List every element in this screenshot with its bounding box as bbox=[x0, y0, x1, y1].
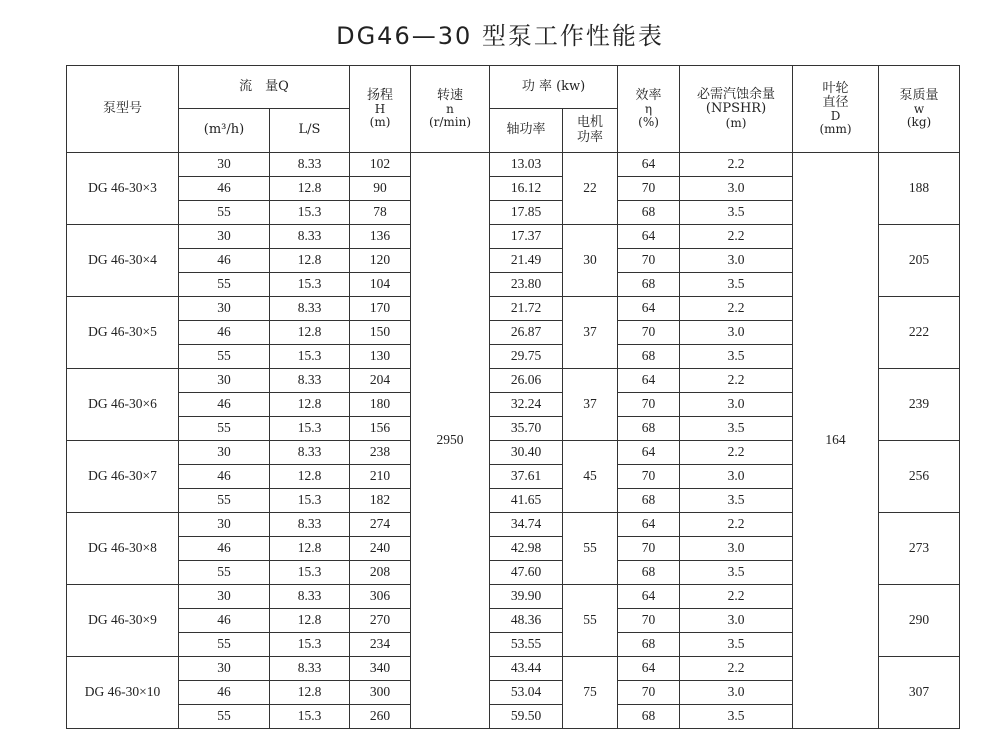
header-efficiency bbox=[618, 66, 680, 153]
cell-pump-mass: 239 bbox=[879, 369, 960, 441]
cell-pump-model: DG 46-30×6 bbox=[67, 369, 179, 441]
cell-efficiency: 70 bbox=[618, 681, 680, 705]
cell-npsh: 3.0 bbox=[680, 681, 793, 705]
cell-npsh: 2.2 bbox=[680, 585, 793, 609]
header-mass bbox=[879, 66, 960, 153]
cell-motor-power: 37 bbox=[563, 369, 618, 441]
cell-head: 204 bbox=[350, 369, 411, 393]
cell-flow-m3h: 55 bbox=[179, 561, 270, 585]
cell-flow-ls: 15.3 bbox=[270, 561, 350, 585]
cell-efficiency: 68 bbox=[618, 633, 680, 657]
cell-efficiency: 64 bbox=[618, 225, 680, 249]
cell-efficiency: 64 bbox=[618, 513, 680, 537]
header-head bbox=[350, 66, 411, 153]
cell-flow-m3h: 46 bbox=[179, 465, 270, 489]
cell-shaft-power: 26.87 bbox=[490, 321, 563, 345]
cell-efficiency: 70 bbox=[618, 609, 680, 633]
cell-shaft-power: 41.65 bbox=[490, 489, 563, 513]
cell-flow-ls: 15.3 bbox=[270, 273, 350, 297]
cell-flow-m3h: 46 bbox=[179, 249, 270, 273]
cell-motor-power: 30 bbox=[563, 225, 618, 297]
cell-head: 150 bbox=[350, 321, 411, 345]
cell-head: 170 bbox=[350, 297, 411, 321]
cell-shaft-power: 43.44 bbox=[490, 657, 563, 681]
cell-efficiency: 68 bbox=[618, 561, 680, 585]
cell-flow-ls: 12.8 bbox=[270, 249, 350, 273]
cell-pump-model: DG 46-30×8 bbox=[67, 513, 179, 585]
cell-shaft-power: 13.03 bbox=[490, 153, 563, 177]
cell-flow-ls: 12.8 bbox=[270, 537, 350, 561]
cell-flow-m3h: 30 bbox=[179, 153, 270, 177]
cell-head: 78 bbox=[350, 201, 411, 225]
cell-motor-power: 75 bbox=[563, 657, 618, 729]
cell-efficiency: 68 bbox=[618, 273, 680, 297]
cell-efficiency: 68 bbox=[618, 705, 680, 729]
cell-head: 240 bbox=[350, 537, 411, 561]
cell-shaft-power: 39.90 bbox=[490, 585, 563, 609]
header-speed-label: 转速 bbox=[437, 87, 464, 103]
table-row bbox=[67, 153, 960, 177]
header-efficiency-symbol: η bbox=[644, 101, 653, 116]
header-mass-label: 泵质量 bbox=[899, 87, 939, 103]
cell-efficiency: 70 bbox=[618, 465, 680, 489]
header-efficiency-label: 效率 bbox=[635, 87, 662, 103]
cell-flow-m3h: 55 bbox=[179, 201, 270, 225]
cell-npsh: 3.0 bbox=[680, 609, 793, 633]
cell-pump-model: DG 46-30×9 bbox=[67, 585, 179, 657]
header-impeller-symbol: D bbox=[830, 109, 841, 124]
header-flow-ls: L/S bbox=[270, 109, 350, 153]
cell-shaft-power: 29.75 bbox=[490, 345, 563, 369]
cell-npsh: 3.5 bbox=[680, 705, 793, 729]
cell-pump-model: DG 46-30×5 bbox=[67, 297, 179, 369]
cell-head: 136 bbox=[350, 225, 411, 249]
cell-efficiency: 64 bbox=[618, 585, 680, 609]
cell-head: 120 bbox=[350, 249, 411, 273]
cell-efficiency: 68 bbox=[618, 489, 680, 513]
header-head-label: 扬程 bbox=[367, 87, 394, 103]
cell-shaft-power: 48.36 bbox=[490, 609, 563, 633]
header-npsh-unit: (m) bbox=[725, 115, 747, 130]
cell-efficiency: 68 bbox=[618, 417, 680, 441]
table-body bbox=[67, 153, 960, 729]
cell-npsh: 3.5 bbox=[680, 201, 793, 225]
header-impeller-unit: (mm) bbox=[819, 122, 852, 137]
cell-flow-ls: 15.3 bbox=[270, 345, 350, 369]
cell-npsh: 3.5 bbox=[680, 345, 793, 369]
cell-npsh: 2.2 bbox=[680, 225, 793, 249]
cell-shaft-power: 21.49 bbox=[490, 249, 563, 273]
cell-flow-ls: 12.8 bbox=[270, 609, 350, 633]
cell-motor-power: 55 bbox=[563, 513, 618, 585]
cell-npsh: 3.0 bbox=[680, 177, 793, 201]
cell-flow-m3h: 55 bbox=[179, 489, 270, 513]
page-title: DG46—30 型泵工作性能表 bbox=[336, 22, 664, 50]
cell-efficiency: 70 bbox=[618, 249, 680, 273]
header-mass-symbol: w bbox=[913, 101, 925, 116]
cell-efficiency: 70 bbox=[618, 321, 680, 345]
cell-efficiency: 70 bbox=[618, 393, 680, 417]
cell-npsh: 3.0 bbox=[680, 465, 793, 489]
cell-flow-m3h: 55 bbox=[179, 273, 270, 297]
cell-motor-power: 45 bbox=[563, 441, 618, 513]
cell-shaft-power: 42.98 bbox=[490, 537, 563, 561]
cell-pump-model: DG 46-30×7 bbox=[67, 441, 179, 513]
cell-flow-m3h: 46 bbox=[179, 537, 270, 561]
cell-flow-m3h: 55 bbox=[179, 345, 270, 369]
cell-npsh: 2.2 bbox=[680, 513, 793, 537]
cell-flow-ls: 15.3 bbox=[270, 417, 350, 441]
cell-shaft-power: 35.70 bbox=[490, 417, 563, 441]
cell-pump-mass: 256 bbox=[879, 441, 960, 513]
header-head-symbol: H bbox=[374, 101, 386, 116]
cell-npsh: 2.2 bbox=[680, 297, 793, 321]
cell-flow-ls: 12.8 bbox=[270, 177, 350, 201]
cell-head: 208 bbox=[350, 561, 411, 585]
cell-shaft-power: 32.24 bbox=[490, 393, 563, 417]
cell-npsh: 3.0 bbox=[680, 249, 793, 273]
cell-pump-mass: 307 bbox=[879, 657, 960, 729]
performance-table bbox=[66, 65, 960, 729]
cell-flow-m3h: 46 bbox=[179, 609, 270, 633]
cell-motor-power: 22 bbox=[563, 153, 618, 225]
cell-flow-ls: 15.3 bbox=[270, 201, 350, 225]
cell-shaft-power: 47.60 bbox=[490, 561, 563, 585]
cell-head: 238 bbox=[350, 441, 411, 465]
cell-flow-ls: 15.3 bbox=[270, 705, 350, 729]
cell-npsh: 3.5 bbox=[680, 561, 793, 585]
cell-pump-mass: 290 bbox=[879, 585, 960, 657]
cell-shaft-power: 17.85 bbox=[490, 201, 563, 225]
cell-shaft-power: 23.80 bbox=[490, 273, 563, 297]
cell-npsh: 2.2 bbox=[680, 657, 793, 681]
cell-flow-ls: 12.8 bbox=[270, 321, 350, 345]
header-shaft-power: 轴功率 bbox=[490, 109, 563, 153]
cell-efficiency: 64 bbox=[618, 657, 680, 681]
cell-pump-model: DG 46-30×4 bbox=[67, 225, 179, 297]
cell-flow-ls: 8.33 bbox=[270, 153, 350, 177]
cell-head: 234 bbox=[350, 633, 411, 657]
cell-flow-ls: 8.33 bbox=[270, 297, 350, 321]
header-flow: 流 量Q bbox=[179, 66, 350, 109]
cell-speed: 2950 bbox=[411, 153, 490, 729]
cell-shaft-power: 59.50 bbox=[490, 705, 563, 729]
cell-shaft-power: 53.55 bbox=[490, 633, 563, 657]
cell-motor-power: 37 bbox=[563, 297, 618, 369]
header-flow-m3h: (m³/h) bbox=[179, 109, 270, 153]
cell-npsh: 2.2 bbox=[680, 153, 793, 177]
cell-head: 210 bbox=[350, 465, 411, 489]
header-npsh-label: 必需汽蚀余量 (NPSHR) bbox=[697, 87, 776, 117]
cell-efficiency: 70 bbox=[618, 177, 680, 201]
cell-motor-power: 55 bbox=[563, 585, 618, 657]
cell-efficiency: 68 bbox=[618, 345, 680, 369]
header-npsh bbox=[680, 66, 793, 153]
cell-head: 156 bbox=[350, 417, 411, 441]
header-motor-power: 电机功率 bbox=[563, 109, 618, 153]
header-mass-unit: (kg) bbox=[906, 115, 932, 130]
cell-efficiency: 64 bbox=[618, 153, 680, 177]
cell-efficiency: 68 bbox=[618, 201, 680, 225]
cell-npsh: 2.2 bbox=[680, 441, 793, 465]
cell-head: 306 bbox=[350, 585, 411, 609]
header-impeller bbox=[793, 66, 879, 153]
cell-npsh: 3.5 bbox=[680, 273, 793, 297]
cell-shaft-power: 16.12 bbox=[490, 177, 563, 201]
cell-head: 270 bbox=[350, 609, 411, 633]
cell-flow-ls: 15.3 bbox=[270, 633, 350, 657]
cell-flow-m3h: 55 bbox=[179, 633, 270, 657]
cell-flow-m3h: 30 bbox=[179, 441, 270, 465]
cell-flow-ls: 8.33 bbox=[270, 513, 350, 537]
cell-flow-m3h: 46 bbox=[179, 321, 270, 345]
cell-efficiency: 64 bbox=[618, 369, 680, 393]
cell-flow-ls: 12.8 bbox=[270, 681, 350, 705]
cell-head: 260 bbox=[350, 705, 411, 729]
cell-shaft-power: 34.74 bbox=[490, 513, 563, 537]
cell-npsh: 3.5 bbox=[680, 633, 793, 657]
cell-flow-ls: 8.33 bbox=[270, 585, 350, 609]
cell-head: 340 bbox=[350, 657, 411, 681]
cell-npsh: 3.5 bbox=[680, 489, 793, 513]
cell-flow-m3h: 30 bbox=[179, 369, 270, 393]
cell-npsh: 3.0 bbox=[680, 321, 793, 345]
header-head-unit: (m) bbox=[369, 115, 391, 130]
cell-head: 90 bbox=[350, 177, 411, 201]
cell-flow-ls: 8.33 bbox=[270, 225, 350, 249]
cell-flow-m3h: 30 bbox=[179, 585, 270, 609]
cell-npsh: 3.0 bbox=[680, 537, 793, 561]
cell-pump-model: DG 46-30×3 bbox=[67, 153, 179, 225]
cell-head: 274 bbox=[350, 513, 411, 537]
header-power: 功 率 (kw) bbox=[490, 66, 618, 109]
header-speed-unit: (r/min) bbox=[428, 115, 472, 130]
cell-head: 104 bbox=[350, 273, 411, 297]
cell-shaft-power: 26.06 bbox=[490, 369, 563, 393]
cell-npsh: 3.0 bbox=[680, 393, 793, 417]
cell-flow-m3h: 55 bbox=[179, 417, 270, 441]
cell-flow-m3h: 30 bbox=[179, 297, 270, 321]
cell-pump-mass: 273 bbox=[879, 513, 960, 585]
cell-pump-mass: 188 bbox=[879, 153, 960, 225]
cell-head: 182 bbox=[350, 489, 411, 513]
cell-flow-ls: 8.33 bbox=[270, 369, 350, 393]
cell-flow-m3h: 46 bbox=[179, 681, 270, 705]
cell-pump-model: DG 46-30×10 bbox=[67, 657, 179, 729]
cell-head: 102 bbox=[350, 153, 411, 177]
cell-shaft-power: 37.61 bbox=[490, 465, 563, 489]
cell-flow-m3h: 30 bbox=[179, 513, 270, 537]
cell-flow-ls: 8.33 bbox=[270, 441, 350, 465]
cell-head: 300 bbox=[350, 681, 411, 705]
cell-npsh: 3.5 bbox=[680, 417, 793, 441]
cell-flow-m3h: 30 bbox=[179, 657, 270, 681]
cell-flow-ls: 12.8 bbox=[270, 465, 350, 489]
cell-flow-m3h: 46 bbox=[179, 393, 270, 417]
cell-flow-ls: 12.8 bbox=[270, 393, 350, 417]
cell-pump-mass: 222 bbox=[879, 297, 960, 369]
cell-shaft-power: 21.72 bbox=[490, 297, 563, 321]
cell-flow-m3h: 30 bbox=[179, 225, 270, 249]
cell-pump-mass: 205 bbox=[879, 225, 960, 297]
cell-head: 130 bbox=[350, 345, 411, 369]
cell-npsh: 2.2 bbox=[680, 369, 793, 393]
cell-flow-ls: 15.3 bbox=[270, 489, 350, 513]
cell-impeller-diameter: 164 bbox=[793, 153, 879, 729]
header-efficiency-unit: (%) bbox=[638, 115, 659, 130]
cell-flow-m3h: 55 bbox=[179, 705, 270, 729]
cell-head: 180 bbox=[350, 393, 411, 417]
cell-efficiency: 64 bbox=[618, 441, 680, 465]
cell-efficiency: 64 bbox=[618, 297, 680, 321]
cell-shaft-power: 30.40 bbox=[490, 441, 563, 465]
header-pump-model: 泵型号 bbox=[67, 66, 179, 153]
header-speed-symbol: n bbox=[446, 101, 454, 116]
header-impeller-label: 叶轮直径 bbox=[822, 80, 849, 110]
cell-flow-ls: 8.33 bbox=[270, 657, 350, 681]
cell-flow-m3h: 46 bbox=[179, 177, 270, 201]
cell-efficiency: 70 bbox=[618, 537, 680, 561]
cell-shaft-power: 53.04 bbox=[490, 681, 563, 705]
cell-shaft-power: 17.37 bbox=[490, 225, 563, 249]
header-speed bbox=[411, 66, 490, 153]
